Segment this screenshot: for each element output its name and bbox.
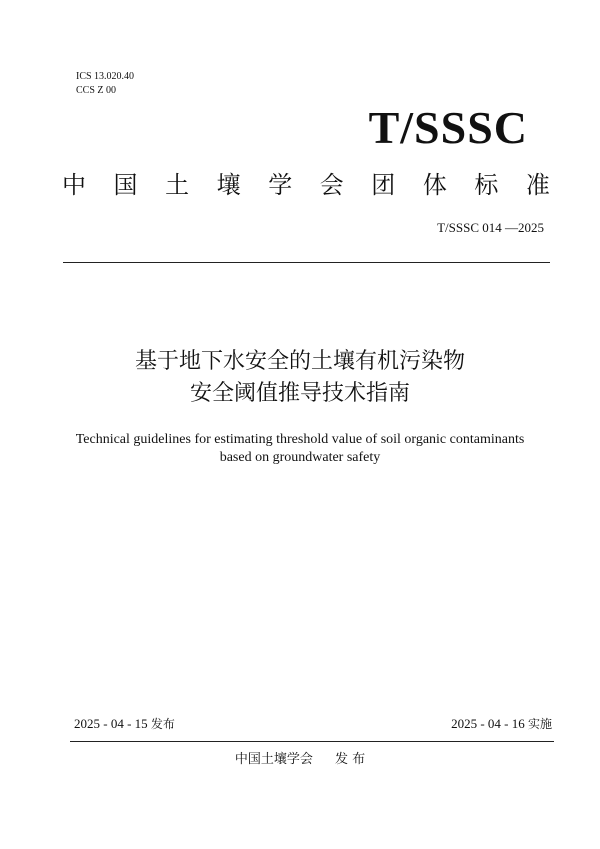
publisher-label: 发 布 <box>334 752 366 767</box>
org-name-char: 学 <box>268 171 293 199</box>
chinese-title <box>0 346 600 410</box>
english-title-line-1: Technical guidelines for estimating threshold value of soil organic contaminants <box>75 432 525 447</box>
standard-number: T/SSSC 014 —2025 <box>437 220 544 235</box>
publisher-org: 中国土壤学会 <box>234 752 313 767</box>
org-name-char: 团 <box>371 171 396 199</box>
chinese-title-line-1: 基于地下水安全的土壤有机污染物 <box>134 349 465 374</box>
org-name-char: 标 <box>474 171 499 199</box>
org-name-char: 土 <box>165 171 190 199</box>
english-title <box>0 431 600 467</box>
issue-date-value: 2025 - 04 - 15 <box>74 716 151 731</box>
org-name-char: 会 <box>319 171 344 199</box>
org-name-char: 准 <box>525 171 550 199</box>
implementation-date <box>451 716 552 732</box>
org-name-char: 体 <box>422 171 447 199</box>
org-name-char: 国 <box>113 171 138 199</box>
english-title-line-2: based on groundwater safety <box>219 450 381 465</box>
organization-standard-title <box>62 170 550 200</box>
implementation-date-value: 2025 - 04 - 16 <box>451 716 528 731</box>
ics-code: ICS 13.020.40 <box>76 71 135 82</box>
issue-date-label: 发布 <box>150 717 175 731</box>
chinese-title-line-2: 安全阈值推导技术指南 <box>189 381 410 406</box>
org-name-char: 中 <box>62 171 86 199</box>
implementation-date-label: 实施 <box>527 717 552 731</box>
standard-brand-logo: T/SSSC <box>368 102 528 153</box>
publisher <box>0 751 600 769</box>
ccs-code: CCS Z 00 <box>76 85 117 96</box>
header-divider <box>63 262 550 263</box>
footer-divider <box>70 741 554 742</box>
issue-date <box>74 716 175 732</box>
org-name-char: 壤 <box>216 171 241 199</box>
